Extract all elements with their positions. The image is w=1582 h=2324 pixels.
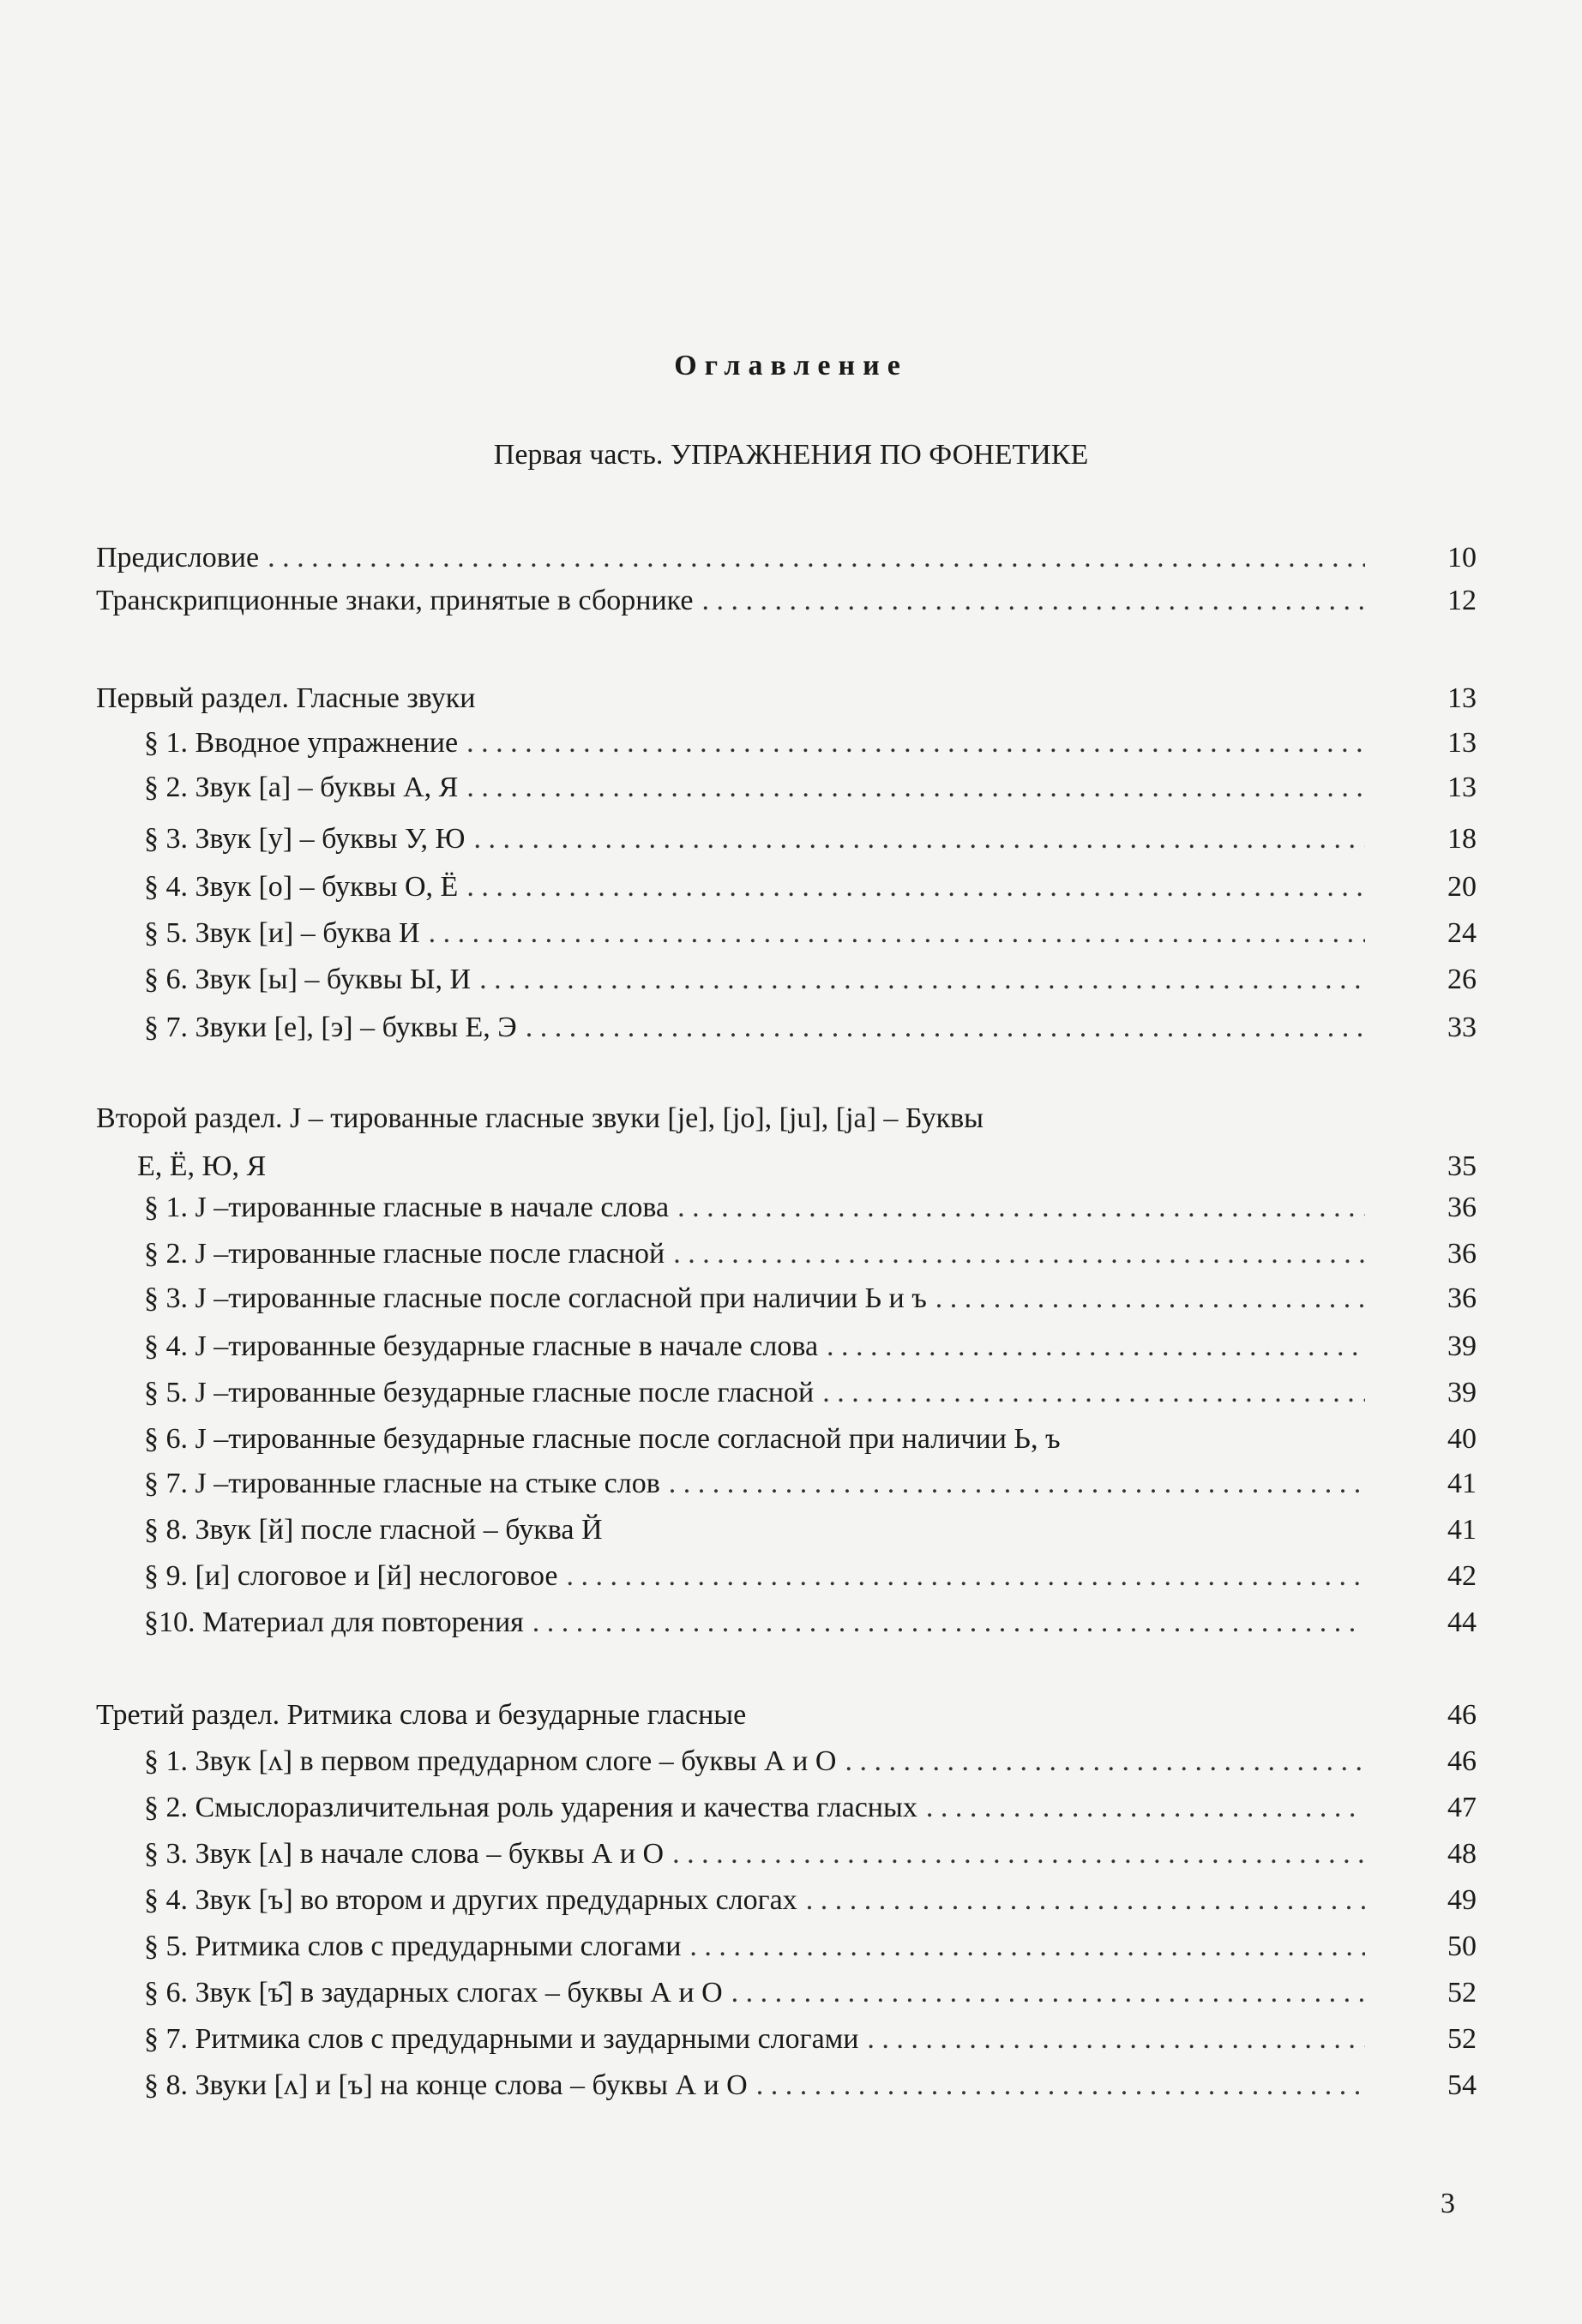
toc-entry-label: § 4. J –тированные безударные гласные в начале слова bbox=[144, 1330, 819, 1362]
toc-entry bbox=[144, 1740, 1477, 1778]
dot-leader bbox=[429, 917, 1365, 950]
toc-entry-label: § 4. Звук [о] – буквы О, Ё bbox=[144, 871, 459, 903]
toc-entry-page: 39 bbox=[1447, 1377, 1477, 1408]
toc-entry bbox=[144, 1787, 1477, 1824]
toc-entry-label: § 6. J –тированные безударные гласные после согласной при наличии Ь, ъ bbox=[144, 1423, 1061, 1455]
dot-leader bbox=[479, 964, 1365, 996]
toc-entry bbox=[144, 818, 1477, 856]
toc-entry-page: 26 bbox=[1447, 964, 1477, 995]
toc-entry-label: § 7. Звуки [е], [э] – буквы Е, Э bbox=[144, 1012, 517, 1043]
toc-entry-page: 35 bbox=[1447, 1150, 1477, 1182]
toc-entry bbox=[144, 1555, 1477, 1593]
toc-entry bbox=[144, 958, 1477, 996]
toc-entry-label: § 3. J –тированные гласные после согласной при наличии Ь и ъ bbox=[144, 1282, 927, 1314]
toc-entry bbox=[144, 1372, 1477, 1409]
toc-entry bbox=[144, 912, 1477, 950]
dot-leader bbox=[466, 772, 1365, 804]
toc-entry-page: 44 bbox=[1447, 1606, 1477, 1638]
toc-entry-page: 18 bbox=[1447, 823, 1477, 855]
dot-leader bbox=[867, 2023, 1365, 2056]
toc-entry bbox=[96, 537, 1477, 574]
toc-entry-label: § 1. J –тированные гласные в начале слова bbox=[144, 1192, 670, 1223]
toc-entry-label: § 9. [и] слоговое и [й] неслоговое bbox=[144, 1560, 558, 1592]
dot-leader bbox=[689, 1931, 1365, 1963]
toc-entry-label: § 1. Звук [ʌ] в первом предударном слоге – буквы А и О bbox=[144, 1745, 837, 1777]
toc-entry-label: § 5. J –тированные безударные гласные после гласной bbox=[144, 1377, 815, 1408]
toc-entry bbox=[144, 1879, 1477, 1917]
toc-entry bbox=[144, 1972, 1477, 2009]
toc-entry bbox=[144, 866, 1477, 904]
toc-entry bbox=[137, 1145, 1477, 1183]
toc-entry bbox=[144, 1325, 1477, 1363]
toc-entry-label: Второй раздел. J – тированные гласные звуки [je], [jo], [ju], [ja] – Буквы bbox=[96, 1102, 984, 1134]
dot-leader bbox=[466, 871, 1365, 904]
dot-leader bbox=[935, 1282, 1365, 1315]
toc-entry-page: 41 bbox=[1447, 1468, 1477, 1499]
dot-leader bbox=[827, 1330, 1365, 1363]
toc-entry bbox=[144, 1186, 1477, 1224]
toc-entry-page: 20 bbox=[1447, 871, 1477, 903]
toc-entry-label: Первый раздел. Гласные звуки bbox=[96, 682, 476, 714]
toc-entry-page: 33 bbox=[1447, 1012, 1477, 1043]
toc-entry-label: Третий раздел. Ритмика слова и безударные гласные bbox=[96, 1699, 747, 1731]
toc-entry bbox=[144, 1277, 1477, 1315]
toc-entry-page: 13 bbox=[1447, 727, 1477, 759]
toc-entry-page: 46 bbox=[1447, 1745, 1477, 1777]
toc-entry-label: § 7. J –тированные гласные на стыке слов bbox=[144, 1468, 660, 1499]
toc-entry-page: 52 bbox=[1447, 1977, 1477, 2009]
toc-entry bbox=[96, 677, 1477, 715]
toc-entry-label: § 6. Звук [ы] – буквы Ы, И bbox=[144, 964, 472, 995]
toc-entry bbox=[144, 1509, 1477, 1546]
toc-entry-page: 40 bbox=[1447, 1423, 1477, 1455]
dot-leader bbox=[566, 1560, 1365, 1593]
toc-entry bbox=[144, 1925, 1477, 1963]
toc-entry-label: §10. Материал для повторения bbox=[144, 1606, 524, 1638]
dot-leader bbox=[806, 1884, 1365, 1917]
toc-entry-label: § 1. Вводное упражнение bbox=[144, 727, 459, 759]
toc-entry-label: Е, Ё, Ю, Я bbox=[137, 1150, 267, 1182]
dot-leader bbox=[845, 1745, 1365, 1778]
toc-entry bbox=[144, 2018, 1477, 2056]
toc-entry bbox=[96, 579, 1477, 617]
toc-entry-label: § 8. Звуки [ʌ] и [ъ] на конце слова – буквы А и О bbox=[144, 2069, 748, 2101]
dot-leader bbox=[822, 1377, 1365, 1409]
dot-leader bbox=[926, 1792, 1365, 1824]
dot-leader bbox=[672, 1838, 1365, 1871]
dot-leader bbox=[673, 1238, 1365, 1270]
dot-leader bbox=[466, 727, 1365, 760]
dot-leader bbox=[532, 1606, 1365, 1639]
toc-entry bbox=[144, 1233, 1477, 1270]
dot-leader bbox=[526, 1012, 1365, 1044]
toc-entry-label: § 6. Звук [ъ̂] в заударных слогах – буквы А и О bbox=[144, 1977, 723, 2009]
toc-entry bbox=[144, 722, 1477, 760]
part-title: Первая часть. УПРАЖНЕНИЯ ПО ФОНЕТИКЕ bbox=[493, 439, 1089, 471]
toc-entry bbox=[144, 1601, 1477, 1639]
toc-entry bbox=[144, 1833, 1477, 1871]
toc-entry bbox=[96, 1097, 1477, 1135]
toc-entry-label: Предисловие bbox=[96, 542, 260, 573]
dot-leader bbox=[669, 1468, 1365, 1500]
toc-entry-page: 47 bbox=[1447, 1792, 1477, 1823]
toc-entry-page: 36 bbox=[1447, 1192, 1477, 1223]
toc-entry bbox=[144, 1006, 1477, 1044]
toc-entry-page: 36 bbox=[1447, 1282, 1477, 1314]
toc-entry-page: 54 bbox=[1447, 2069, 1477, 2101]
toc-entry bbox=[144, 766, 1477, 804]
toc-entry-page: 52 bbox=[1447, 2023, 1477, 2055]
toc-entry-page: 36 bbox=[1447, 1238, 1477, 1270]
toc-entry-label: Транскрипционные знаки, принятые в сборнике bbox=[96, 585, 694, 616]
toc-entry bbox=[144, 2064, 1477, 2102]
toc-entry-page: 39 bbox=[1447, 1330, 1477, 1362]
toc-entry-page: 10 bbox=[1447, 542, 1477, 573]
dot-leader bbox=[701, 585, 1365, 617]
toc-entry-label: § 2. Звук [а] – буквы А, Я bbox=[144, 772, 459, 803]
toc-entry-page: 12 bbox=[1447, 585, 1477, 616]
dot-leader bbox=[268, 542, 1365, 574]
toc-entry-label: § 8. Звук [й] после гласной – буква Й bbox=[144, 1514, 603, 1546]
toc-entry-label: § 5. Звук [и] – буква И bbox=[144, 917, 420, 949]
toc-entry-page: 50 bbox=[1447, 1931, 1477, 1962]
toc-entry-page: 46 bbox=[1447, 1699, 1477, 1731]
toc-entry-label: § 2. J –тированные гласные после гласной bbox=[144, 1238, 665, 1270]
toc-entry-label: § 7. Ритмика слов с предударными и заударными слогами bbox=[144, 2023, 859, 2055]
toc-entry-page: 42 bbox=[1447, 1560, 1477, 1592]
toc-entry-page: 48 bbox=[1447, 1838, 1477, 1870]
dot-leader bbox=[731, 1977, 1365, 2009]
toc-entry-label: § 4. Звук [ъ] во втором и других предударных слогах bbox=[144, 1884, 797, 1916]
toc-title: Оглавление bbox=[674, 350, 908, 381]
toc-entry-page: 13 bbox=[1447, 772, 1477, 803]
toc-entry bbox=[144, 1462, 1477, 1500]
toc-entry bbox=[144, 1418, 1477, 1456]
toc-entry-label: § 3. Звук [у] – буквы У, Ю bbox=[144, 823, 466, 855]
toc-entry-label: § 3. Звук [ʌ] в начале слова – буквы А и О bbox=[144, 1838, 665, 1870]
toc-entry-page: 49 bbox=[1447, 1884, 1477, 1916]
dot-leader bbox=[677, 1192, 1365, 1224]
toc-entry-page: 24 bbox=[1447, 917, 1477, 949]
page-number: 3 bbox=[1441, 2188, 1455, 2219]
toc-entry-label: § 5. Ритмика слов с предударными слогами bbox=[144, 1931, 682, 1962]
dot-leader bbox=[473, 823, 1365, 856]
toc-entry-page: 41 bbox=[1447, 1514, 1477, 1546]
dot-leader bbox=[756, 2069, 1365, 2102]
toc-entry-label: § 2. Смыслоразличительная роль ударения и качества гласных bbox=[144, 1792, 917, 1823]
toc-entry-page: 13 bbox=[1447, 682, 1477, 714]
toc-entry bbox=[96, 1694, 1477, 1732]
